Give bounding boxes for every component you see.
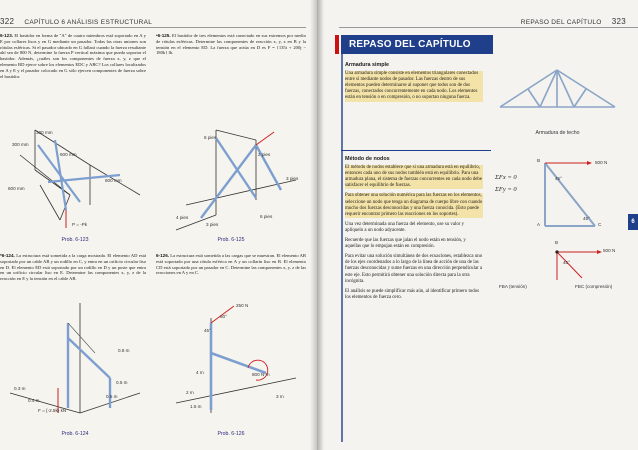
- node-label: C: [598, 222, 602, 227]
- section-paragraph: Para evitar una solución simultánea de dos ecuaciones, establezca uno de los ejes coordenados a lo largo de la línea de acción de una de las fuerzas desconocidas y sume fuerzas en una dirección perpendicular a este eje. Esto permitirá obtener una solución directa para la otra incógnita.: [345, 254, 483, 284]
- dim-label: 6 pies: [204, 135, 217, 140]
- angle-label: 60°: [220, 314, 227, 319]
- problem-text: La estructura está sometida a las cargas que se muestran. El elemento AB está soportado por una rótula esférica en A y un collarín liso en B. El elemento CD está soportado por un pasador en C. Determine las componentes x, y, z de las reacciones en A y en C.: [156, 253, 306, 276]
- problem-6-126: [156, 253, 306, 276]
- dim-label: 2 pies: [258, 152, 271, 157]
- dim-label: 300 mm: [12, 142, 29, 147]
- force-label: 500 N: [603, 248, 616, 253]
- right-page: [317, 0, 638, 450]
- section-title: Método de nodos: [345, 156, 390, 162]
- section-stripe: [341, 54, 343, 442]
- dim-label: 3 pies: [206, 222, 219, 227]
- figure-caption: Armadura de techo: [535, 130, 580, 136]
- dim-label: 0.5 m: [106, 394, 118, 399]
- figure-6-126: [156, 298, 306, 443]
- section-paragraph: Recuerde que las fuerzas que jalan el nodo están en tensión, y aquellas que lo empujan están en compresión.: [345, 238, 466, 250]
- section-paragraph: El análisis se puede simplificar más aún, al identificar primero todos los elementos de fuerza cero.: [345, 288, 480, 300]
- figure-caption: Prob. 6-124: [61, 431, 89, 437]
- chapter-review-banner: REPASO DEL CAPÍTULO: [341, 35, 493, 54]
- dim-label: 0.5 m: [116, 380, 128, 385]
- right-head-rule: [339, 27, 638, 28]
- force-label: 500 N: [595, 160, 608, 165]
- dim-label: 600 mm: [8, 186, 25, 191]
- dim-label: 6 pies: [260, 214, 273, 219]
- node-label: B: [555, 240, 559, 245]
- roof-truss-figure: [495, 62, 620, 142]
- figure-6-125: [156, 110, 306, 245]
- left-page: [0, 0, 317, 450]
- chapter-thumb-tab[interactable]: 6: [628, 214, 638, 230]
- force-label: 250 N: [236, 303, 249, 308]
- book-gutter: [310, 0, 324, 450]
- dim-label: 2 m: [186, 390, 194, 395]
- figure-6-123: [0, 110, 150, 245]
- right-page-number: 323: [611, 17, 626, 26]
- joint-truss-figure: [535, 158, 630, 233]
- force-label: FBC (compresión): [575, 284, 613, 289]
- force-label: P = -Pk: [72, 222, 88, 227]
- dim-label: 3 pies: [286, 176, 299, 181]
- equation-sum-fx: ΣFx = 0: [495, 174, 517, 181]
- joint-fbd-figure: [497, 240, 627, 300]
- dim-label: 0.3 m: [14, 386, 26, 391]
- moment-label: 800 N·m: [252, 372, 270, 377]
- figure-6-124: [0, 298, 150, 443]
- problem-id: 6-123.: [0, 33, 14, 38]
- left-page-number: 322: [0, 17, 15, 26]
- angle-label: 45°: [555, 176, 562, 181]
- force-label: F = {-2.5k} kN: [38, 408, 67, 413]
- section-paragraph: El método de nodos establece que si una armadura está en equilibrio, entonces cada uno de sus nodos también está en equilibrio. Para una armadura plana, el sistema de fuerzas concurrentes en cada nodo debe satisfacer el equilibrio de fuerzas.: [345, 165, 483, 189]
- right-head-title: REPASO DEL CAPÍTULO: [520, 19, 602, 26]
- problem-id: 6-126.: [156, 253, 170, 258]
- dim-label: 0.4 m: [28, 398, 40, 403]
- section-paragraph: Para obtener una solución numérica para las fuerzas en los elementos, seleccione un nodo que tenga un diagrama de cuerpo libre con cuando mucho dos fuerzas desconocidas y una fuerza conocida. (Esto puede requerir encontrar primero las reacciones en los soportes).: [345, 193, 483, 217]
- problem-6-125: [156, 33, 306, 56]
- node-label: A: [537, 222, 541, 227]
- left-head-title: CAPÍTULO 6 ANÁLISIS ESTRUCTURAL: [24, 19, 153, 26]
- problem-6-123: [0, 33, 146, 79]
- problem-6-124: [0, 253, 146, 282]
- dim-label: 300 mm: [36, 130, 53, 135]
- figure-caption: Prob. 6-125: [217, 237, 245, 243]
- dim-label: 600 mm: [105, 178, 122, 183]
- dim-label: 600 mm: [60, 152, 77, 157]
- left-running-head: [0, 17, 152, 26]
- figure-caption: Prob. 6-123: [61, 237, 89, 243]
- section-paragraph: Una vez determinada una fuerza del elemento, use su valor y aplíquelo a un nodo adyacente.: [345, 221, 465, 233]
- dim-label: 3 m: [276, 394, 284, 399]
- section-divider: [341, 150, 491, 151]
- angle-label: 45°: [563, 260, 570, 265]
- dim-label: 0.8 m: [118, 348, 130, 353]
- left-head-rule: [0, 27, 306, 28]
- dim-label: 4 m: [196, 370, 204, 375]
- section-simple-truss: [345, 62, 483, 106]
- dim-label: 1.5 m: [190, 404, 202, 409]
- problem-text: El bastidor en forma de "A" de cuatro miembros está soportado en A y E por collares lisos y en G mediante un pasador. Todas las otras uniones son rótulas esféricas. Si el pasador ubicado en G fallará cuando la fuerza resultante ahí sea de 800 N, determine la fuerza P vertical máxima que pueda soportar el bastidor. Además, ¿cuáles son los componentes de fuerza x, y, z que el elemento BD ejerce sobre los elementos EDC y ABC? Los collares localizados en A y E y el pasador colocado en G sólo ejercen componentes de fuerza sobre el bastidor.: [0, 33, 146, 79]
- right-running-head: [521, 17, 626, 26]
- equation-sum-fy: ΣFy = 0: [495, 186, 517, 193]
- problem-id: •6-125.: [156, 33, 171, 38]
- section-paragraph: Una armadura simple consiste en elementos triangulares conectados entre sí mediante nodos de pasador. Las fuerzas dentro de sus elementos pueden determinarse al suponer que todos son de dos fuerzas, conectados concurrentemente en cada nodo. Los elementos están en tensión o en compresión, o no soportan ninguna fuerza.: [345, 71, 483, 101]
- force-label: FBA (tensión): [499, 284, 527, 289]
- problem-text: El bastidor de tres elementos está conectado en sus extremos por medio de rótulas esféricas. Determine las componentes de reacción x, y, z en B y la tensión en el elemento ED. La fuerza que actúa en D es F = {135i + 200j − 180k} lb.: [156, 33, 306, 56]
- problem-text: La estructura está sometida a la carga mostrada. El elemento AD está soportado por un cable AB y un rodillo en C, y entra en un orificio circular liso en D. El elemento ED está soportado por un rodillo en D y un poste que entra en un orificio circular liso en E. Determine las componentes x, y, z de la reacción en E y la tensión en el cable AB.: [0, 253, 146, 282]
- angle-label: 45°: [204, 328, 211, 333]
- section-method-of-joints: [345, 156, 483, 305]
- dim-label: 4 pies: [176, 215, 189, 220]
- problem-id: *6-124.: [0, 253, 15, 258]
- node-label: B: [537, 158, 541, 163]
- angle-label: 45°: [583, 216, 590, 221]
- section-title: Armadura simple: [345, 62, 390, 68]
- figure-caption: Prob. 6-126: [217, 431, 245, 437]
